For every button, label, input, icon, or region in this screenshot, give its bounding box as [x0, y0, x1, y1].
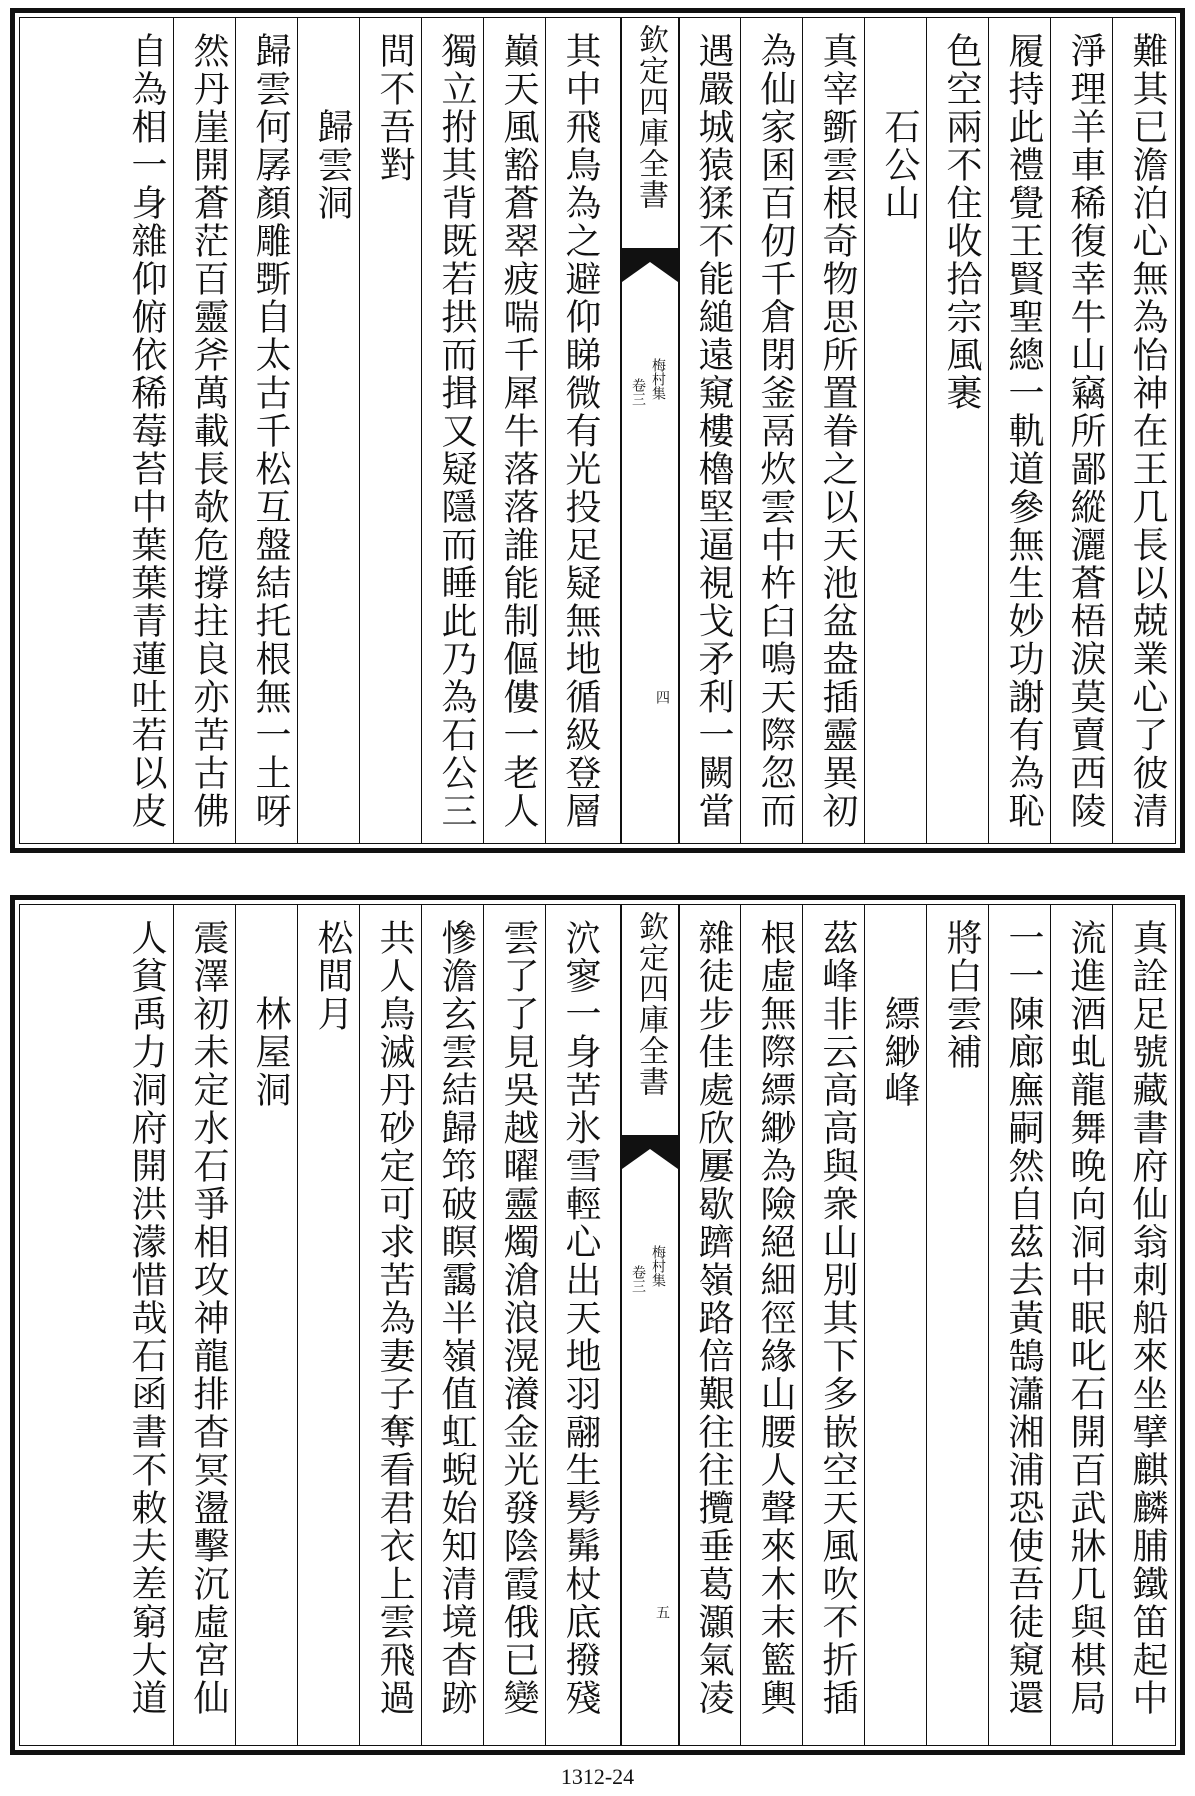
- text-column: 根虛無際縹緲為險絕細徑緣山腰人聲來木末籃輿: [755, 919, 796, 1717]
- text-column: 其中飛鳥為之避仰睇微有光投足疑無地循級登層: [560, 32, 601, 830]
- bottom-page-frame: [19, 904, 1176, 1746]
- text-column: 歸雲何孱顏雕斲自太古千松互盤結托根無一土呀: [250, 32, 291, 830]
- text-column: 獨立拊其背既若拱而揖又疑隱而睡此乃為石公三: [436, 32, 477, 830]
- book-title: 梅村集: [650, 1245, 666, 1287]
- top-page: [10, 8, 1185, 853]
- text-column: 然丹崖開蒼茫百靈斧萬載長欹危撐拄良亦苦古佛: [188, 32, 229, 830]
- text-column: 共人鳥滅丹砂定可求苦為妻子奪看君衣上雲飛過: [374, 919, 415, 1717]
- volume-label: 卷三: [630, 1265, 646, 1293]
- fish-tail-mark-icon: [622, 1135, 678, 1169]
- text-column: 雜徒步佳處欣屢歇躋嶺路倍艱往往攬垂葛灝氣凌: [693, 919, 734, 1717]
- center-fold: [620, 18, 680, 843]
- text-column: 真宰斵雲根奇物思所置眷之以天池盆盎插靈異初: [817, 32, 858, 830]
- text-column: 真詮足號藏書府仙翁刺船來坐擘麒麟脯鐵笛起中: [1127, 919, 1168, 1717]
- bottom-page: [10, 895, 1185, 1755]
- text-column: 為仙家囷百仞千倉閉釜鬲炊雲中杵臼鳴天際忽而: [755, 32, 796, 830]
- page-number: 五: [654, 1605, 670, 1619]
- book-title: 梅村集: [650, 358, 666, 400]
- text-column: 茲峰非云高高與衆山別其下多嵌空天風吹不折插: [817, 919, 858, 1717]
- text-column: 問不吾對: [374, 32, 415, 184]
- fish-tail-mark-icon: [622, 248, 678, 282]
- text-column: 雲了了見吳越曜靈燭滄浪滉瀁金光發陰霞俄已變: [498, 919, 539, 1717]
- top-page-frame: [19, 17, 1176, 844]
- text-column: 難其已澹泊心無為怡神在王几長以兢業心了彼清: [1127, 32, 1168, 830]
- text-column: 巔天風豁蒼翠疲喘千犀牛落落誰能制傴僂一老人: [498, 32, 539, 830]
- volume-label: 卷三: [630, 378, 646, 406]
- page-footer-label: 1312-24: [560, 1764, 635, 1789]
- text-column: 色空兩不住收拾宗風裹: [941, 32, 982, 412]
- text-column: 泬寥一身苦氷雪輕心出天地羽翮生髣髴杖底撥殘: [560, 919, 601, 1717]
- poem-title: 石公山: [879, 108, 920, 222]
- page-number: 四: [654, 690, 670, 704]
- text-column: 將白雲補: [941, 919, 982, 1071]
- library-title: 欽定四庫全書: [633, 24, 668, 210]
- text-column: 流進酒虬龍舞晚向洞中眠叱石開百武牀几與棋局: [1065, 919, 1106, 1717]
- text-column: 松間月: [312, 919, 353, 1033]
- poem-title: 林屋洞: [250, 995, 291, 1109]
- text-column: 一一陳廊廡嗣然自茲去黃鵠瀟湘浦恐使吾徒窺還: [1003, 919, 1044, 1717]
- text-column: 自為相一身雜仰俯依稀莓苔中葉葉青蓮吐若以皮: [126, 32, 167, 830]
- center-fold: [620, 905, 680, 1745]
- poem-title: 歸雲洞: [312, 108, 353, 222]
- text-column: 人貧禹力洞府開洪濛惜哉石函書不敕夫差窮大道: [126, 919, 167, 1717]
- text-column: 淨理羊車稀復幸牛山竊所鄙縱灑蒼梧淚莫賣西陵: [1065, 32, 1106, 830]
- text-column: 慘澹玄雲結歸筇破瞑靄半嶺值虹蜺始知清境杳跡: [436, 919, 477, 1717]
- poem-title: 縹緲峰: [879, 995, 920, 1109]
- text-column: 震澤初未定水石爭相攻神龍排杳冥盪擊沉虛宮仙: [188, 919, 229, 1717]
- text-column: 履持此禮覺王賢聖總一軌道參無生妙功謝有為恥: [1003, 32, 1044, 830]
- library-title: 欽定四庫全書: [633, 911, 668, 1097]
- text-column: 遇嚴城猿猱不能縋遠窺樓櫓堅逼視戈矛利一闕當: [693, 32, 734, 830]
